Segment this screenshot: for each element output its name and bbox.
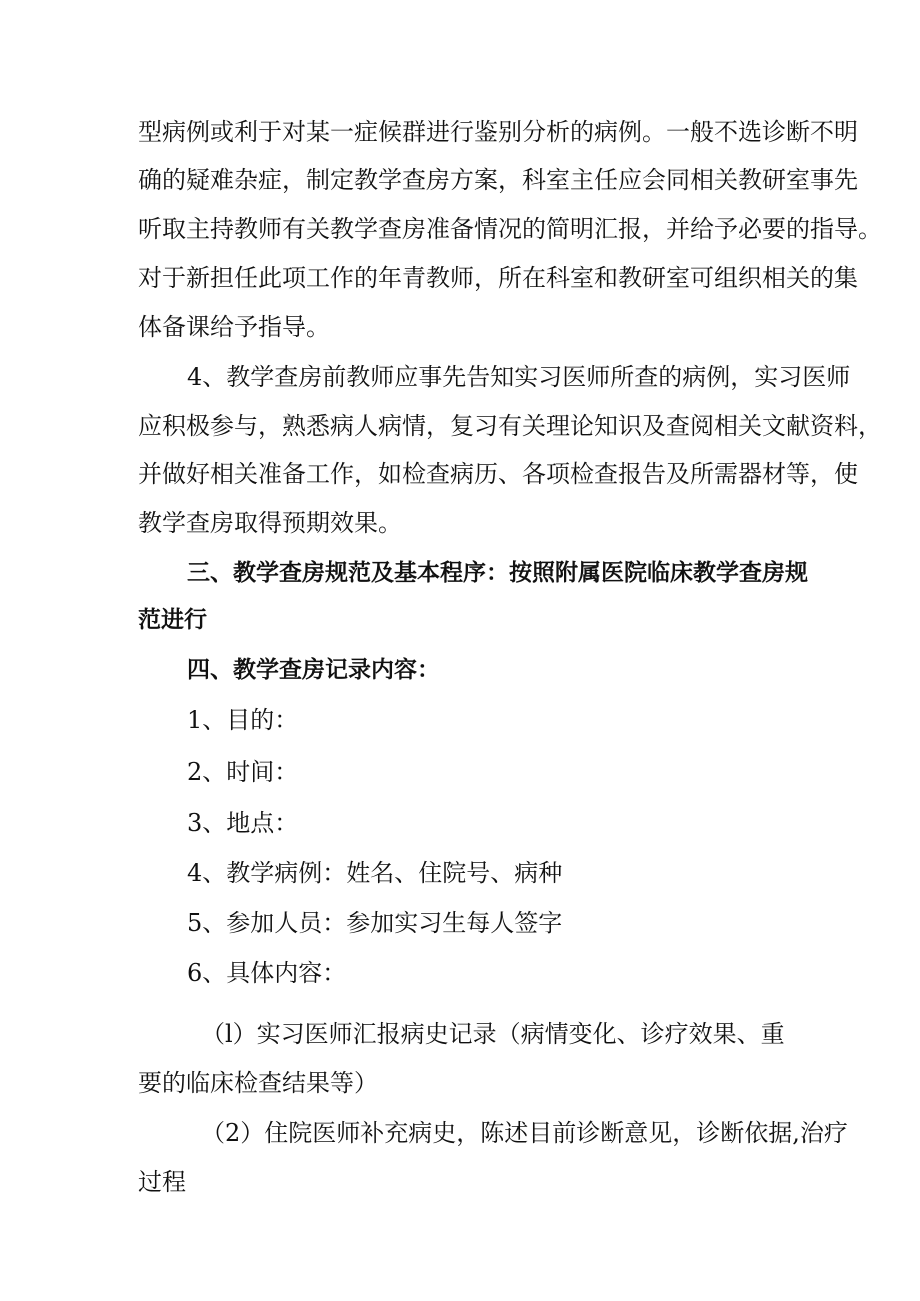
section-4-heading: 四、教学查房记录内容： xyxy=(187,657,440,683)
paragraph-1-line-3: 听取主持教师有关教学查房准备情况的简明汇报，并给予必要的指导。 xyxy=(138,215,882,243)
sub-item-2-line-1: （2）住院医师补充病史，陈述目前诊断意见，诊断依据,治疗 xyxy=(201,1119,848,1147)
record-item-location: 3、地点： xyxy=(187,809,299,837)
paragraph-1-line-4: 对于新担任此项工作的年青教师，所在科室和教研室可组织相关的集 xyxy=(138,264,858,292)
section-3-heading-line-2: 范进行 xyxy=(138,607,207,633)
paragraph-2-line-4: 教学查房取得预期效果。 xyxy=(138,509,402,537)
paragraph-1-line-1: 型病例或利于对某一症候群进行鉴别分析的病例。一般不选诊断不明 xyxy=(138,118,858,146)
paragraph-1-line-2: 确的疑难杂症，制定教学查房方案，科室主任应会同相关教研室事先 xyxy=(138,166,858,194)
record-item-time: 2、时间： xyxy=(187,758,299,786)
section-3-heading-line-1: 三、教学查房规范及基本程序：按照附属医院临床教学查房规 xyxy=(187,560,808,586)
paragraph-1-line-5: 体备课给予指导。 xyxy=(138,313,330,341)
paragraph-2-line-3: 并做好相关准备工作，如检查病历、各项检查报告及所需器材等，使 xyxy=(138,460,858,488)
record-item-purpose: 1、目的： xyxy=(187,706,299,734)
record-item-content: 6、具体内容： xyxy=(187,959,347,987)
sub-item-2-line-2: 过程 xyxy=(138,1168,186,1196)
sub-item-1-line-2: 要的临床检查结果等） xyxy=(138,1069,378,1097)
paragraph-2-line-2: 应积极参与，熟悉病人病情，复习有关理论知识及查阅相关文献资料， xyxy=(138,412,882,440)
record-item-participants: 5、参加人员：参加实习生每人签字 xyxy=(187,909,563,937)
sub-item-1-line-1: （l）实习医师汇报病史记录（病情变化、诊疗效果、重 xyxy=(201,1020,785,1048)
record-item-case: 4、教学病例：姓名、住院号、病种 xyxy=(187,859,563,887)
paragraph-2-line-1: 4、教学查房前教师应事先告知实习医师所查的病例，实习医师 xyxy=(187,363,851,391)
